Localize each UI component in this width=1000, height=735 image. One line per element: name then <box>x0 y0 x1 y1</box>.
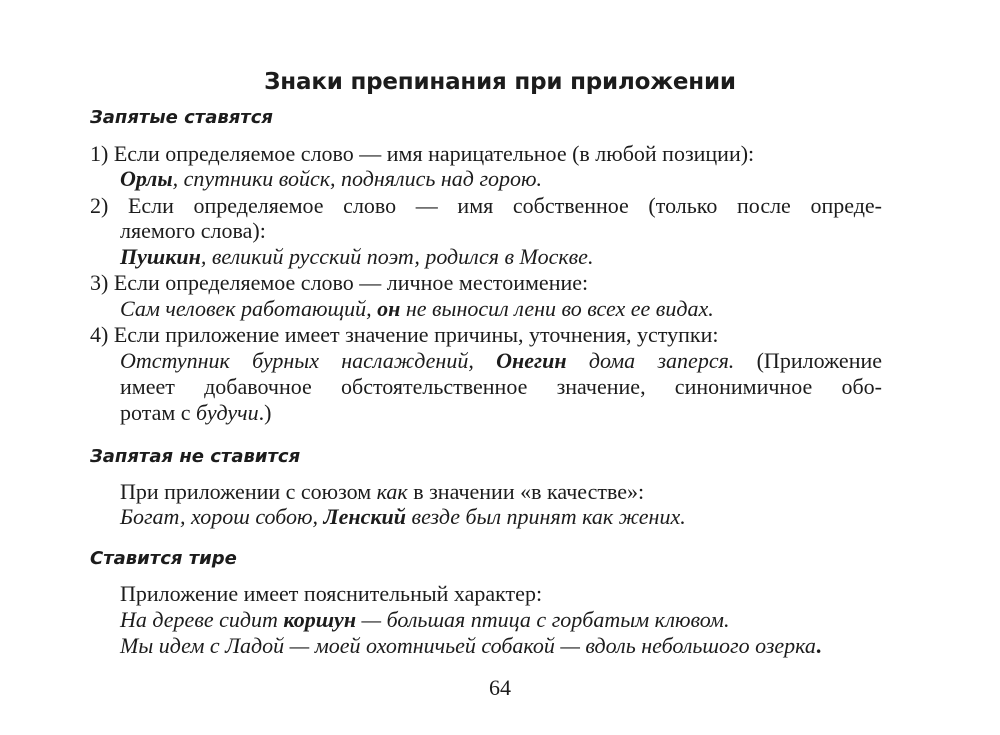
rule-4-note-line2: имеет добавочное обстоятельственное значение, синонимичное обо- <box>120 374 882 399</box>
note-text: .) <box>258 400 272 425</box>
rule-4-note-line3 <box>120 399 271 427</box>
example-text: , спутники войск, поднялись над горою. <box>172 166 543 191</box>
example-bold-word: Пушкин <box>120 244 201 269</box>
dash-rule-text: Приложение имеет пояснительный характер: <box>120 581 543 606</box>
page-number: 64 <box>489 675 511 700</box>
example-bold-word: коршун <box>283 607 357 632</box>
rule-1-example <box>120 165 542 193</box>
rule-2-example <box>120 243 593 271</box>
rule-4-note: (Приложение <box>734 348 883 373</box>
example-period: . <box>815 633 822 658</box>
note-italic-word: будучи <box>196 400 259 425</box>
example-text: Отступник бурных наслаждений, <box>120 348 497 373</box>
heading-comma-not-placed: Запятая не ставится <box>90 446 301 467</box>
example-text: Мы идем с Ладой — моей охотничьей собакой — вдоль небольшого озерка <box>120 633 816 658</box>
no-comma-rule-text <box>120 478 644 506</box>
rule-1-text: 1) Если определяемое слово — имя нарицательное (в любой позиции): <box>90 141 755 166</box>
example-text: , великий русский поэт, родился в Москве. <box>200 244 594 269</box>
example-text: На дереве сидит <box>120 607 284 632</box>
example-bold-word: он <box>377 296 401 321</box>
heading-dash-placed: Ставится тире <box>90 548 237 569</box>
example-text: — большая птица с горбатым клювом. <box>356 607 730 632</box>
example-bold-word: Ленский <box>323 504 407 529</box>
heading-commas-placed: Запятые ставятся <box>90 107 273 128</box>
example-text: Богат, хорош собою, <box>120 504 324 529</box>
rule-4-text: 4) Если приложение имеет значение причины, уточнения, уступки: <box>90 322 719 347</box>
rule-3-example <box>120 295 714 323</box>
dash-example-2 <box>120 632 821 660</box>
rule-text: При приложении с союзом <box>120 479 377 504</box>
rule-2-text-line2: ляемого слова): <box>120 218 266 243</box>
note-text: ротам с <box>120 400 197 425</box>
rule-3-text: 3) Если определяемое слово — личное местоимение: <box>90 270 589 295</box>
rule-2-text-line1: 2) Если определяемое слово — имя собственное (только после опреде- <box>90 193 882 218</box>
rule-text: в значении «в качестве»: <box>407 479 645 504</box>
rule-italic-word: как <box>376 479 408 504</box>
dash-example-1 <box>120 606 729 634</box>
example-text: Сам человек работающий, <box>120 296 378 321</box>
rule-4-example <box>120 347 882 375</box>
example-bold-word: Онегин <box>496 348 567 373</box>
no-comma-example <box>120 503 686 531</box>
page-title: Знаки препинания при приложении <box>264 69 736 95</box>
example-text: дома заперся. <box>566 348 735 373</box>
example-text: не выносил лени во всех ее видах. <box>400 296 714 321</box>
example-bold-word: Орлы <box>120 166 173 191</box>
example-text: везде был принят как жених. <box>406 504 686 529</box>
